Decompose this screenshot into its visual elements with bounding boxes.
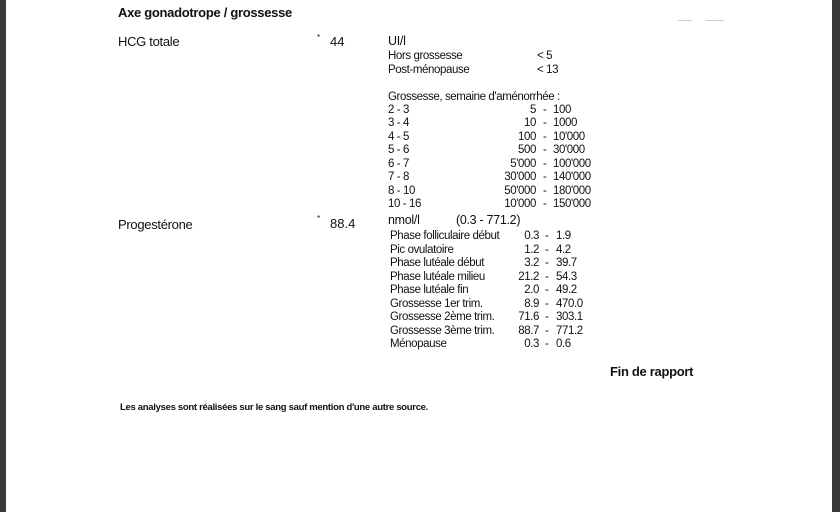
- range-low: 71.6: [518, 311, 539, 323]
- range-separator: -: [543, 171, 547, 184]
- range-high: 0.6: [556, 338, 571, 350]
- phase-label: Ménopause: [390, 338, 447, 350]
- range-separator: -: [543, 117, 547, 130]
- range-separator: -: [543, 104, 547, 116]
- range-separator: -: [543, 198, 547, 211]
- range-high: 180'000: [553, 184, 591, 197]
- range-separator: -: [545, 230, 549, 242]
- end-of-report: Fin de rapport: [610, 364, 694, 379]
- range-high: 1000: [553, 117, 577, 130]
- hcg-ref-label: Post-ménopause: [388, 64, 470, 76]
- progesterone-unit: nmol/l: [388, 213, 420, 227]
- progesterone-abnormal-flag: *: [317, 214, 321, 223]
- range-separator: -: [543, 144, 547, 157]
- range-low: 0.3: [524, 338, 539, 350]
- progesterone-phase-row: [390, 298, 610, 311]
- weeks-label: 7 - 8: [388, 171, 410, 184]
- phase-label: Phase lutéale début: [390, 257, 485, 269]
- range-separator: -: [545, 243, 549, 256]
- progesterone-phase-row: [390, 230, 610, 243]
- pregnancy-range-row: [388, 104, 628, 117]
- pregnancy-range-row: [388, 198, 628, 211]
- phase-label: Grossesse 2ème trim.: [390, 311, 495, 323]
- weeks-label: 4 - 5: [388, 130, 410, 143]
- range-low: 8.9: [524, 297, 539, 310]
- hcg-ref-value: < 13: [537, 64, 559, 76]
- hcg-ref-label: Hors grossesse: [388, 50, 463, 62]
- section-title: Axe gonadotrope / grossesse: [118, 5, 292, 20]
- phase-label: Grossesse 1er trim.: [390, 297, 483, 310]
- progesterone-phase-row: [390, 271, 610, 284]
- phase-label: Pic ovulatoire: [390, 243, 454, 256]
- range-low: 88.7: [518, 324, 539, 337]
- pregnancy-range-row: [388, 117, 628, 130]
- progesterone-test-name: Progestérone: [118, 217, 193, 232]
- range-high: 100: [553, 104, 571, 116]
- range-separator: -: [545, 270, 549, 283]
- progesterone-phase-row: [390, 338, 610, 351]
- range-high: 150'000: [553, 198, 591, 211]
- range-high: 10'000: [553, 130, 585, 143]
- hcg-test-name: HCG totale: [118, 34, 180, 49]
- range-high: 30'000: [553, 144, 585, 157]
- range-high: 140'000: [553, 171, 591, 184]
- range-separator: -: [543, 184, 547, 197]
- phase-label: Grossesse 3ème trim.: [390, 324, 495, 337]
- weeks-label: 6 - 7: [388, 157, 410, 170]
- phase-label: Phase lutéale fin: [390, 284, 469, 296]
- footnote: Les analyses sont réalisées sur le sang sauf mention d'une autre source.: [120, 402, 429, 413]
- range-low: 10'000: [504, 198, 536, 211]
- progesterone-range: (0.3 - 771.2): [456, 213, 521, 227]
- range-high: 39.7: [556, 257, 577, 269]
- weeks-label: 10 - 16: [388, 198, 422, 211]
- range-high: 303.1: [556, 311, 583, 323]
- phase-label: Phase folliculaire début: [390, 230, 500, 242]
- range-separator: -: [545, 297, 549, 310]
- range-low: 0.3: [524, 230, 539, 242]
- hcg-abnormal-flag: *: [317, 33, 321, 42]
- pregnancy-range-row: [388, 158, 628, 171]
- range-high: 771.2: [556, 324, 583, 337]
- range-low: 500: [518, 144, 536, 157]
- scan-artifact: [678, 20, 692, 21]
- range-high: 470.0: [556, 297, 583, 310]
- range-separator: -: [543, 130, 547, 143]
- range-low: 5'000: [510, 157, 536, 170]
- range-separator: -: [545, 338, 549, 350]
- weeks-label: 3 - 4: [388, 117, 410, 130]
- range-high: 100'000: [553, 157, 591, 170]
- range-separator: -: [545, 324, 549, 337]
- hcg-ref-value: < 5: [537, 50, 553, 62]
- range-low: 100: [518, 130, 536, 143]
- range-low: 3.2: [524, 257, 539, 269]
- report-page: [6, 0, 832, 512]
- progesterone-phase-row: [390, 325, 610, 338]
- progesterone-phase-row: [390, 244, 610, 257]
- range-high: 54.3: [556, 270, 577, 283]
- progesterone-result-value: 88.4: [330, 216, 356, 231]
- range-separator: -: [545, 257, 549, 269]
- pregnancy-range-row: [388, 131, 628, 144]
- pregnancy-range-row: [388, 185, 628, 198]
- range-low: 5: [530, 104, 536, 116]
- progesterone-phase-row: [390, 257, 610, 270]
- range-high: 1.9: [556, 230, 571, 242]
- hcg-result-value: 44: [330, 34, 345, 49]
- range-separator: -: [543, 157, 547, 170]
- phase-label: Phase lutéale milieu: [390, 270, 485, 283]
- weeks-label: 5 - 6: [388, 144, 410, 157]
- scan-artifact: [706, 20, 724, 21]
- range-low: 30'000: [504, 171, 536, 184]
- range-low: 50'000: [504, 184, 536, 197]
- hcg-unit: UI/l: [388, 34, 406, 48]
- range-high: 4.2: [556, 243, 571, 256]
- range-low: 21.2: [518, 270, 539, 283]
- pregnancy-ranges-header: Grossesse, semaine d'aménorrhée :: [388, 91, 560, 103]
- progesterone-phase-row: [390, 284, 610, 297]
- range-low: 10: [524, 117, 536, 130]
- range-separator: -: [545, 311, 549, 323]
- range-high: 49.2: [556, 284, 577, 296]
- pregnancy-range-row: [388, 171, 628, 184]
- range-separator: -: [545, 284, 549, 296]
- weeks-label: 8 - 10: [388, 184, 416, 197]
- progesterone-phase-row: [390, 311, 610, 324]
- range-low: 2.0: [524, 284, 539, 296]
- range-low: 1.2: [524, 243, 539, 256]
- pregnancy-range-row: [388, 144, 628, 157]
- weeks-label: 2 - 3: [388, 104, 410, 116]
